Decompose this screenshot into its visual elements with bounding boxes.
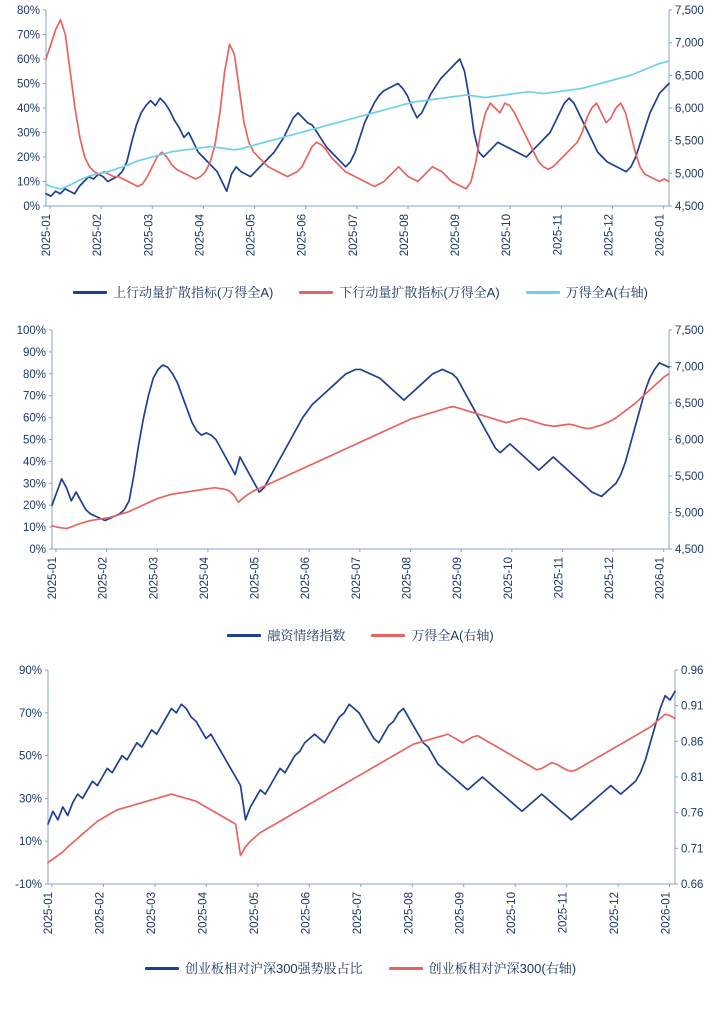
legend-color-swatch bbox=[227, 634, 261, 637]
svg-text:5,500: 5,500 bbox=[675, 471, 704, 483]
svg-text:80%: 80% bbox=[16, 5, 40, 17]
legend-color-swatch bbox=[389, 967, 423, 970]
svg-text:0%: 0% bbox=[29, 544, 46, 556]
svg-text:4,500: 4,500 bbox=[675, 544, 704, 556]
svg-text:70%: 70% bbox=[16, 29, 40, 42]
svg-text:30%: 30% bbox=[22, 478, 46, 491]
svg-text:5,500: 5,500 bbox=[675, 135, 704, 148]
svg-text:6,000: 6,000 bbox=[675, 434, 704, 447]
svg-text:6,000: 6,000 bbox=[675, 103, 704, 115]
svg-text:2026-01: 2026-01 bbox=[654, 557, 667, 600]
svg-text:2025-08: 2025-08 bbox=[403, 892, 416, 935]
svg-text:0.91: 0.91 bbox=[681, 700, 704, 713]
svg-text:6,500: 6,500 bbox=[675, 70, 704, 83]
svg-text:2025-12: 2025-12 bbox=[604, 557, 617, 600]
svg-text:2025-08: 2025-08 bbox=[398, 214, 411, 257]
svg-text:2025-10: 2025-10 bbox=[501, 213, 514, 257]
svg-text:80%: 80% bbox=[22, 368, 46, 381]
svg-text:70%: 70% bbox=[18, 707, 42, 720]
svg-text:0%: 0% bbox=[23, 201, 40, 213]
svg-text:60%: 60% bbox=[16, 54, 40, 66]
svg-text:2025-09: 2025-09 bbox=[454, 892, 467, 935]
svg-text:30%: 30% bbox=[16, 127, 40, 140]
legend-label: 下行动量扩散指标(万得全A) bbox=[339, 285, 500, 300]
legend-item bbox=[389, 962, 576, 975]
svg-text:7,500: 7,500 bbox=[675, 5, 704, 17]
svg-text:5,000: 5,000 bbox=[675, 507, 704, 520]
svg-text:2025-04: 2025-04 bbox=[197, 892, 210, 935]
chart-3-legend bbox=[0, 962, 721, 975]
legend-color-swatch bbox=[299, 291, 333, 294]
legend-label: 上行动量扩散指标(万得全A) bbox=[112, 285, 274, 300]
legend-color-swatch bbox=[145, 967, 179, 970]
legend-item bbox=[299, 286, 499, 299]
svg-text:90%: 90% bbox=[18, 665, 42, 677]
svg-text:2025-03: 2025-03 bbox=[145, 892, 158, 935]
svg-text:2026-01: 2026-01 bbox=[654, 214, 667, 257]
chart-2-plot bbox=[0, 320, 721, 625]
svg-text:6,500: 6,500 bbox=[675, 398, 704, 410]
svg-text:5,000: 5,000 bbox=[675, 168, 704, 181]
svg-text:0.66: 0.66 bbox=[681, 879, 704, 891]
svg-text:2025-11: 2025-11 bbox=[553, 557, 566, 599]
legend-item bbox=[227, 629, 345, 642]
chart-block-1 bbox=[0, 0, 721, 320]
svg-text:0.81: 0.81 bbox=[681, 772, 704, 784]
svg-text:2025-11: 2025-11 bbox=[557, 892, 570, 934]
chart-1-svg bbox=[0, 0, 721, 282]
svg-text:40%: 40% bbox=[16, 103, 40, 115]
chart-1-legend bbox=[0, 286, 721, 299]
svg-text:2025-09: 2025-09 bbox=[450, 214, 463, 257]
svg-text:2025-07: 2025-07 bbox=[347, 214, 360, 257]
svg-text:2025-12: 2025-12 bbox=[609, 892, 622, 935]
svg-text:2025-05: 2025-05 bbox=[248, 892, 261, 935]
legend-item bbox=[73, 286, 273, 299]
svg-text:10%: 10% bbox=[16, 176, 40, 189]
svg-text:2025-10: 2025-10 bbox=[502, 557, 515, 600]
svg-text:7,000: 7,000 bbox=[675, 361, 704, 374]
chart-block-3 bbox=[0, 660, 721, 990]
svg-text:2025-08: 2025-08 bbox=[401, 557, 414, 600]
chart-block-2 bbox=[0, 320, 721, 660]
svg-text:2025-04: 2025-04 bbox=[194, 214, 207, 257]
svg-text:30%: 30% bbox=[18, 793, 42, 806]
svg-text:100%: 100% bbox=[16, 325, 46, 337]
chart-2-legend bbox=[0, 629, 721, 642]
svg-text:10%: 10% bbox=[18, 836, 42, 849]
svg-text:2025-02: 2025-02 bbox=[92, 214, 105, 257]
svg-text:2025-01: 2025-01 bbox=[43, 892, 55, 935]
svg-text:2025-12: 2025-12 bbox=[603, 214, 616, 257]
svg-text:2025-06: 2025-06 bbox=[296, 214, 309, 257]
legend-label: 融资情绪指数 bbox=[267, 628, 346, 643]
legend-label: 创业板相对沪深300强势股占比 bbox=[184, 961, 363, 976]
svg-text:2025-06: 2025-06 bbox=[300, 892, 313, 935]
svg-text:2025-04: 2025-04 bbox=[198, 557, 211, 600]
svg-text:0.86: 0.86 bbox=[681, 736, 704, 749]
legend-item bbox=[145, 962, 363, 975]
svg-text:7,500: 7,500 bbox=[675, 325, 704, 337]
svg-text:4,500: 4,500 bbox=[675, 201, 704, 213]
svg-text:0.76: 0.76 bbox=[681, 807, 704, 820]
svg-text:2025-02: 2025-02 bbox=[94, 892, 107, 935]
svg-text:50%: 50% bbox=[22, 434, 46, 447]
svg-text:2025-06: 2025-06 bbox=[300, 557, 313, 600]
legend-color-swatch bbox=[73, 291, 107, 294]
legend-label: 万得全A(右轴) bbox=[411, 628, 494, 643]
svg-text:40%: 40% bbox=[22, 456, 46, 469]
svg-text:2025-10: 2025-10 bbox=[506, 892, 519, 935]
svg-text:0.96: 0.96 bbox=[681, 665, 704, 677]
chart-1-plot bbox=[0, 0, 721, 282]
svg-text:2025-03: 2025-03 bbox=[148, 557, 161, 600]
svg-text:20%: 20% bbox=[16, 152, 40, 164]
svg-text:2025-03: 2025-03 bbox=[143, 214, 156, 257]
svg-text:90%: 90% bbox=[22, 346, 46, 359]
svg-text:50%: 50% bbox=[16, 78, 40, 91]
svg-text:50%: 50% bbox=[18, 750, 42, 763]
svg-text:70%: 70% bbox=[22, 390, 46, 403]
svg-text:2025-11: 2025-11 bbox=[552, 214, 565, 256]
legend-item bbox=[371, 629, 493, 642]
svg-text:20%: 20% bbox=[22, 500, 46, 513]
svg-text:2025-01: 2025-01 bbox=[41, 214, 53, 257]
svg-text:10%: 10% bbox=[22, 522, 46, 535]
svg-text:7,000: 7,000 bbox=[675, 37, 704, 50]
legend-color-swatch bbox=[371, 634, 405, 637]
svg-text:2026-01: 2026-01 bbox=[660, 892, 673, 935]
svg-text:2025-01: 2025-01 bbox=[47, 557, 59, 600]
legend-label: 万得全A(右轴) bbox=[565, 285, 649, 300]
svg-text:60%: 60% bbox=[22, 412, 46, 425]
chart-3-plot bbox=[0, 660, 721, 960]
legend-color-swatch bbox=[526, 291, 560, 294]
svg-text:2025-07: 2025-07 bbox=[351, 892, 364, 935]
chart-2-svg bbox=[0, 320, 721, 625]
chart-3-svg bbox=[0, 660, 721, 960]
svg-text:-10%: -10% bbox=[15, 879, 42, 891]
svg-text:2025-05: 2025-05 bbox=[249, 557, 262, 600]
legend-item bbox=[526, 286, 648, 299]
svg-text:2025-07: 2025-07 bbox=[350, 557, 363, 600]
svg-text:2025-09: 2025-09 bbox=[452, 557, 465, 600]
legend-label: 创业板相对沪深300(右轴) bbox=[428, 961, 577, 976]
svg-text:0.71: 0.71 bbox=[681, 843, 704, 856]
svg-text:2025-05: 2025-05 bbox=[245, 214, 258, 257]
svg-text:2025-02: 2025-02 bbox=[97, 557, 110, 600]
